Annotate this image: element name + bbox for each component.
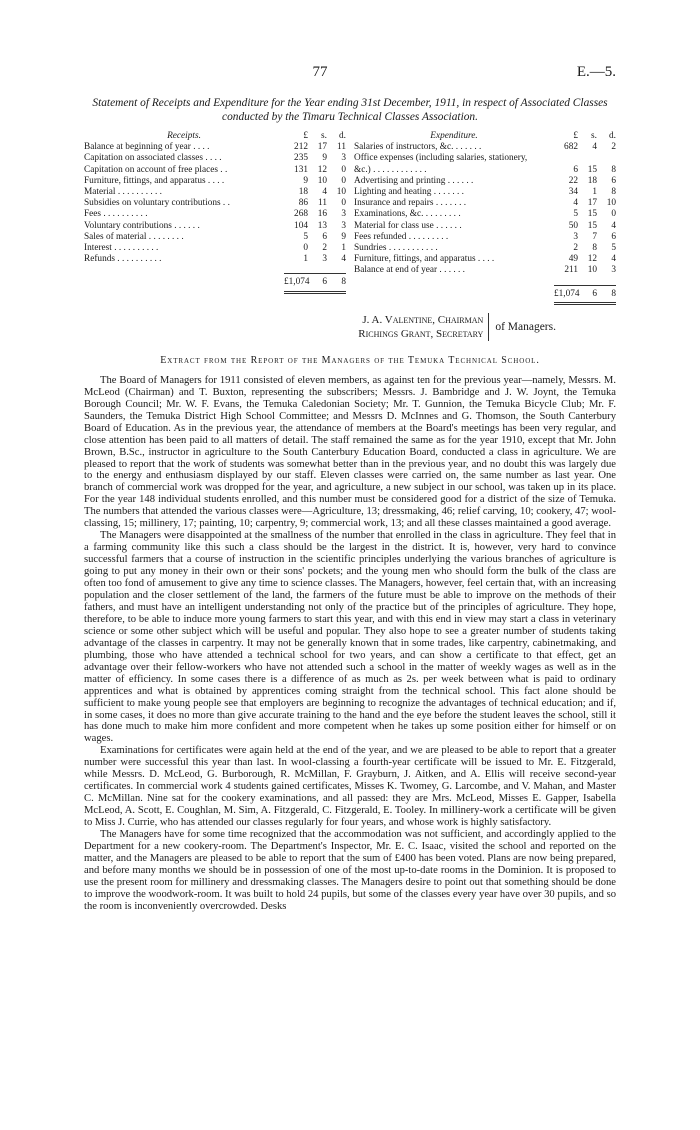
report-paragraph: Examinations for certificates were again held at the end of the year, and we are pleased to be able to report that a greater number were successful this year than last. In wool-classing a fourth-year certificate will be issued to Mr. E. Fitzgerald, while Messrs. D. McLeod, G. Burborough, R. McMillan, F. Grayburn, J. Aitken, and A. Ellis will receive second-year certificates. In commercial work 4 students gained certificates, Misses K. Twomey, G. Larcombe, and V. Mahan, and Master C. McMillan. Nine sat for the cookery examinations, and all passed: they are Mrs. McLeod, Misses E. Gapper, Isabella McLeod, A. Scott, E. Coughlan, M. Sim, A. Fitzgerald, C. Fitzgerald, E. Tooley. In millinery-work a certificate will be given to Miss J. Currie, who has attended our classes regularly for four years, and whose work is highly satisfactory. [84,745,616,829]
pence-header: d. [339,131,346,141]
expenditure-item-label: Examinations, &c. . . . . . . . . [354,209,461,220]
receipts-total-shillings: 6 [322,277,327,288]
receipt-row [84,209,346,220]
receipts-header [84,131,346,142]
expenditure-amount [554,176,616,187]
expenditure-total-pence: 8 [611,288,616,299]
receipt-pounds: 18 [298,187,308,198]
expenditure-row [354,221,616,232]
receipt-shillings: 11 [318,198,327,209]
expenditure-item-label: &c.) . . . . . . . . . . . . [354,164,427,175]
shillings-header: s. [591,131,597,141]
expenditure-pence: 8 [611,187,616,198]
expenditure-pence: 5 [611,243,616,254]
currency-header [554,131,616,142]
expenditure-shillings: 17 [587,198,597,209]
expenditure-rows [354,142,616,276]
receipt-row [84,165,346,176]
expenditure-row [354,176,616,187]
expenditure-shillings: 15 [587,164,597,175]
accounts-table [84,131,616,305]
expenditure-shillings: 15 [587,220,597,231]
receipt-row [84,153,346,164]
receipt-pence: 11 [337,142,346,153]
expenditure-pounds: 5 [573,209,578,220]
receipt-pounds: 9 [303,175,308,186]
expenditure-amount [554,198,616,209]
receipt-pounds: 5 [303,231,308,242]
receipt-row [84,232,346,243]
expenditure-shillings: 18 [587,175,597,186]
expenditure-item-label: Insurance and repairs . . . . . . . [354,198,467,209]
expenditure-amount [554,153,616,164]
receipt-item-label: Fees . . . . . . . . . . [84,209,148,220]
page-number: 77 [312,64,328,80]
expenditure-pence: 3 [611,265,616,276]
receipt-item-label: Balance at beginning of year . . . . [84,142,210,153]
receipt-pence: 3 [341,209,346,220]
receipt-pounds: 212 [294,142,308,153]
expenditure-total [554,285,616,305]
expenditure-pence: 6 [611,231,616,242]
receipts-total [284,273,346,293]
receipt-pence: 0 [341,175,346,186]
receipt-amount [284,187,346,198]
receipt-shillings: 4 [322,187,327,198]
expenditure-heading: Expenditure. [430,131,478,141]
receipt-amount [284,165,346,176]
receipt-pence: 3 [341,153,346,164]
expenditure-shillings: 7 [592,231,597,242]
receipts-total-pence: 8 [341,277,346,288]
receipt-pence: 0 [341,164,346,175]
expenditure-row [354,153,616,164]
receipt-amount [284,198,346,209]
expenditure-item-label: Material for class use . . . . . . [354,220,462,231]
receipts-rows [84,142,346,265]
secretary-signature: Richings Grant, Secretary [358,327,484,340]
expenditure-total-row [354,285,616,305]
expenditure-row [354,187,616,198]
expenditure-amount [554,209,616,220]
statement-title: Statement of Receipts and Expenditure for the Year ending 31st December, 1911, in respect of Associated Classes conducted by the Timaru Technical Classes Association. [92,97,608,123]
receipt-pounds: 104 [294,220,308,231]
receipt-amount [284,176,346,187]
expenditure-row [354,232,616,243]
receipt-item-label: Capitation on account of free places . . [84,164,228,175]
expenditure-amount [554,165,616,176]
expenditure-pence: 10 [606,198,616,209]
signature-block [84,313,556,341]
receipt-row [84,198,346,209]
expenditure-row [354,142,616,153]
receipt-amount [284,243,346,254]
receipt-amount [284,221,346,232]
receipt-item-label: Material . . . . . . . . . . [84,187,162,198]
receipt-amount [284,209,346,220]
expenditure-item-label: Fees refunded . . . . . . . . . [354,231,449,242]
receipt-row [84,187,346,198]
expenditure-row [354,265,616,276]
expenditure-pence: 4 [611,220,616,231]
pounds-header: £ [573,131,578,141]
receipt-item-label: Sales of material . . . . . . . . [84,231,184,242]
expenditure-item-label: Furniture, fittings, and apparatus . . . . [354,254,495,265]
receipt-amount [284,232,346,243]
receipt-row [84,221,346,232]
receipt-shillings: 16 [317,209,327,220]
expenditure-pence: 0 [611,209,616,220]
receipt-shillings: 17 [317,142,327,153]
expenditure-pounds: 22 [568,175,578,186]
shillings-header: s. [321,131,327,141]
expenditure-pence: 4 [611,254,616,265]
expenditure-amount [554,254,616,265]
expenditure-pounds: 2 [573,243,578,254]
receipt-pounds: 86 [298,198,308,209]
expenditure-item-label: Sundries . . . . . . . . . . . [354,243,438,254]
expenditure-row [354,198,616,209]
expenditure-amount [554,232,616,243]
expenditure-pence: 8 [611,164,616,175]
expenditure-item-label: Salaries of instructors, &c. . . . . . . [354,142,482,153]
receipts-heading: Receipts. [167,131,201,141]
expenditure-pounds: 682 [564,142,578,153]
expenditure-shillings: 4 [592,142,597,153]
receipt-shillings: 10 [317,175,327,186]
receipt-row [84,254,346,265]
receipt-amount [284,142,346,153]
expenditure-pence: 2 [611,142,616,153]
receipt-row [84,176,346,187]
expenditure-pounds: 3 [573,231,578,242]
page-reference: E.—5. [576,64,616,80]
receipts-total-row [84,273,346,293]
receipt-shillings: 9 [322,153,327,164]
expenditure-amount [554,265,616,276]
receipt-item-label: Refunds . . . . . . . . . . [84,254,162,265]
receipt-shillings: 6 [322,231,327,242]
report-paragraph: The Managers were disappointed at the smallness of the number that enrolled in the class in agriculture. They feel that in a farming community like this such a class should be the largest in the district. It is, however, very hard to convince successful farmers that a course of instruction in the scientific principles underlying the various branches of agriculture is going to put any money in their own or their sons' pockets; and the young men who should form the bulk of the class are often too fond of amusement to give any time to science classes. The Managers, however, feel certain that, with an increasing population and the closer settlement of the land, the farmers of the future must be able to improve on the methods of their fathers, and must have an intelligent understanding not only of the practice but of the principles of agriculture. They hope, therefore, to be able to induce more young farmers to start this year, and with this end in view may start a class in veterinary science or some other subject which will be useful and popular. They also hope to see a greater number of students taking advantage of the classes in carpentry. It may not be generally known that in some trades, like carpentry, cabinetmaking, and plumbing, those who have attended a technical school for two years, and can show a certificate to that effect, get an advantage over their fellow-workers who have not attended such a school in the matter of weekly wages as well as in the matter of efficiency. In some cases there is a difference of as much as 2s. per week between what is paid to ordinary apprentices and what is obtained by apprentices coming straight from the technical school. This fact alone should be sufficient to make young people see that employers are beginning to recognize the advantages of technical education; and if, in some cases, it does no more than give accurate training to the hand and the eye before the student leaves the school, still it has done much to make him more confident and more competent when he takes up some position either for himself or on wages. [84,530,616,745]
expenditure-item-label: Advertising and printing . . . . . . [354,175,474,186]
receipt-pounds: 235 [294,153,308,164]
expenditure-shillings: 10 [587,265,597,276]
expenditure-amount [554,142,616,153]
report-body [84,375,616,913]
receipt-item-label: Capitation on associated classes . . . . [84,153,222,164]
receipts-column [84,131,350,305]
receipt-pounds: 268 [294,209,308,220]
receipt-item-label: Voluntary contributions . . . . . . [84,220,200,231]
currency-header [284,131,346,142]
report-paragraph: The Board of Managers for 1911 consisted of eleven members, as against ten for the previous year—namely, Messrs. M. McLeod (Chairman) and T. Buxton, representing the subscribers; Messrs. J. Bambridge and J. W. Joynt, the Temuka Borough Council; Mr. W. F. Evans, the Temuka Caledonian Society; Mr. T. Gunnion, the Temuka Bicycle Club; Mr. F. Saunders, the Temuka District High School Committee; and Messrs D. McInnes and G. Thomson, the South Canterbury Board of Education. As in the previous year, the attendance of members at the Board's meetings has been very regular, and close attention has been paid to all matters of detail. The staff remained the same as for the year 1910, except that Mr. John Brown, B.Sc., instructor in agriculture to the South Canterbury Education Board, conducted a class in agriculture. We are pleased to report that the work of students was somewhat better than in the previous year, and no doubt this was largely due to the energy and enthusiasm displayed by our staff. Eleven classes were carried on, the same number as last year. One branch of commercial work was dropped for the year, and agriculture, a new subject in our school, was taken up in its place. For the year 148 individual students enrolled, and this number must be considered good for a district of the size of Temuka. The numbers that attended the various classes were—Agriculture, 13; dressmaking, 46; relief carving, 10; cookery, 47; wool-classing, 15; millinery, 17; painting, 10; carpentry, 9; commercial work, 13; and all these classes maintained a good average. [84,374,616,530]
expenditure-row [354,243,616,254]
expenditure-shillings: 15 [587,209,597,220]
receipt-item-label: Furniture, fittings, and apparatus . . . . [84,175,225,186]
receipt-shillings: 13 [317,220,327,231]
pence-header: d. [609,131,616,141]
expenditure-amount [554,243,616,254]
receipt-amount [284,254,346,265]
receipt-amount [284,153,346,164]
expenditure-shillings [578,153,597,164]
receipt-pence: 1 [341,243,346,254]
receipt-pounds: 131 [294,164,308,175]
receipt-row [84,142,346,153]
expenditure-shillings: 12 [587,254,597,265]
expenditure-shillings: 1 [592,187,597,198]
receipt-pence: 4 [341,254,346,265]
expenditure-row [354,254,616,265]
expenditure-pence: 6 [611,175,616,186]
expenditure-total-pounds: £1,074 [554,288,580,299]
expenditure-pounds: 211 [564,265,578,276]
expenditure-pounds [554,153,578,164]
pounds-header: £ [303,131,308,141]
receipts-total-pounds: £1,074 [284,277,310,288]
receipt-shillings: 12 [317,164,327,175]
expenditure-pounds: 34 [568,187,578,198]
receipt-shillings: 2 [322,243,327,254]
receipt-shillings: 3 [322,254,327,265]
expenditure-pounds: 6 [573,164,578,175]
expenditure-pounds: 49 [568,254,578,265]
receipt-item-label: Interest . . . . . . . . . . [84,243,159,254]
chairman-signature: J. A. Valentine, Chairman [362,313,484,326]
expenditure-amount [554,221,616,232]
expenditure-pounds: 50 [568,220,578,231]
receipt-pounds: 0 [303,243,308,254]
receipt-pence: 10 [336,187,346,198]
signatory-names [358,313,489,341]
expenditure-column [350,131,616,305]
extract-heading: Extract from the Report of the Managers of the Temuka Technical School. [160,354,540,366]
receipt-pence: 9 [341,231,346,242]
receipt-pence: 3 [341,220,346,231]
receipt-pence: 0 [341,198,346,209]
expenditure-item-label: Lighting and heating . . . . . . . [354,187,464,198]
expenditure-item-label: Office expenses (including salaries, stationery, [354,153,528,164]
report-paragraph: The Managers have for some time recognized that the accommodation was not sufficient, and accordingly applied to the Department for a new cookery-room. The Department's Inspector, Mr. E. C. Isaac, visited the school and reported on the matter, and the Managers are pleased to be able to report that the sum of £400 has been voted. Plans are now being prepared, and before many months we should be in possession of one of the most up-to-date rooms in the Dominion. It is proposed to use the present room for millinery and dressmaking classes. The Managers desire to point out that something should be done to improve the woodwork-room. It was built to hold 24 pupils, but some of the classes every year have over 30 pupils, and so the room is inconveniently overcrowded. Desks [84,829,616,912]
expenditure-total-shillings: 6 [592,288,597,299]
expenditure-row [354,165,616,176]
expenditure-pence [597,153,616,164]
expenditure-amount [554,187,616,198]
signatory-role: of Managers. [495,320,556,333]
expenditure-shillings: 8 [592,243,597,254]
expenditure-header [354,131,616,142]
expenditure-pounds: 4 [573,198,578,209]
receipt-row [84,243,346,254]
expenditure-row [354,209,616,220]
expenditure-item-label: Balance at end of year . . . . . . [354,265,465,276]
receipt-item-label: Subsidies on voluntary contributions . . [84,198,230,209]
receipt-pounds: 1 [303,254,308,265]
